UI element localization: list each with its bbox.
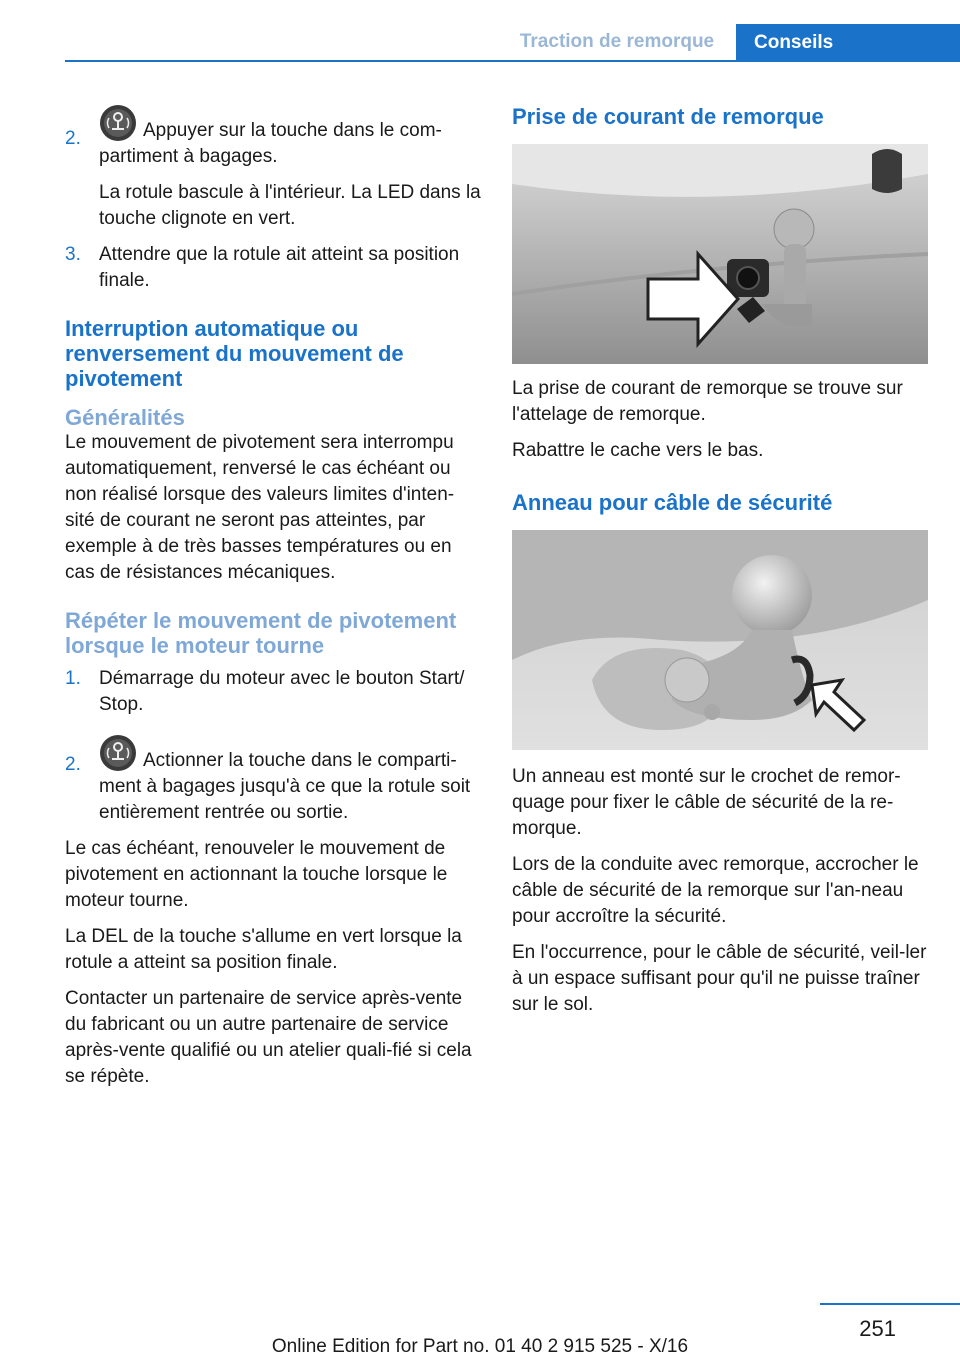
page-number: 251 bbox=[859, 1316, 896, 1341]
header-rule bbox=[65, 60, 960, 62]
tow-hitch-button-icon bbox=[99, 104, 137, 142]
step-2 bbox=[65, 104, 483, 170]
tow-hitch-button-icon bbox=[99, 734, 137, 772]
paragraph-renouveler: Le cas échéant, renouveler le mouvement de pivotement en actionnant la touche lorsque le moteur tourne. bbox=[65, 838, 448, 911]
repeat-step-2: 2. Actionner la touche dans le comparti‐ ment à bagages jusqu'à ce que la rotule soit entièrement rentrée ou sortie. bbox=[65, 734, 483, 826]
step-number: 3. bbox=[65, 244, 81, 265]
safety-ring-photo bbox=[512, 530, 928, 750]
heading-repeter: Répéter le mouvement de pivotement lorsque le moteur tourne bbox=[65, 608, 457, 658]
heading-anneau: Anneau pour câble de sécurité bbox=[512, 490, 833, 515]
paragraph-contacter: Contacter un partenaire de service après-vente du fabricant ou un autre partenaire de service après-vente qualifié ou un atelier quali‐fié si cela se répète. bbox=[65, 988, 472, 1087]
left-column bbox=[65, 100, 483, 1100]
paragraph-anneau-2: Lors de la conduite avec remorque, accrocher le câble de sécurité de la remorque sur l'an‐neau pour accroître la sécurité. bbox=[512, 854, 919, 927]
paragraph-prise-1: La prise de courant de remorque se trouve sur l'attelage de remorque. bbox=[512, 378, 903, 425]
edition-footer: Online Edition for Part no. 01 40 2 915 525 - X/16 bbox=[271, 1336, 689, 1357]
step-number: 1. bbox=[65, 668, 81, 689]
repeat-step-1: 1. Démarrage du moteur avec le bouton Start/ Stop. bbox=[65, 668, 465, 715]
paragraph-anneau-1: Un anneau est monté sur le crochet de remor‐quage pour fixer le câble de sécurité de la re‐morque. bbox=[512, 766, 901, 839]
step-number: 2. bbox=[65, 128, 81, 149]
paragraph-anneau-3: En l'occurrence, pour le câble de sécurité, veil‐ler à un espace suffisant pour qu'il ne puisse traîner sur le sol. bbox=[512, 942, 927, 1015]
socket-photo bbox=[512, 144, 928, 364]
header-section-tab: Traction de remorque bbox=[519, 31, 715, 52]
right-column bbox=[512, 104, 930, 1028]
step-text: Appuyer sur la touche dans le com‐ partiment à bagages. bbox=[99, 104, 483, 170]
step-3: 3. Attendre que la rotule ait atteint sa position finale. bbox=[65, 244, 460, 291]
heading-generalites: Généralités bbox=[65, 405, 185, 430]
paragraph-prise-2: Rabattre le cache vers le bas. bbox=[512, 440, 764, 461]
header-chapter-tab: Conseils bbox=[736, 24, 960, 62]
paragraph-generalites: Le mouvement de pivotement sera interrompu automatiquement, renversé le cas échéant ou non réalisé lorsque des valeurs limites d'inten‐sité de courant ne seront pas atteintes, par exemple à de très basses températures ou en cas de résistances mécaniques. bbox=[65, 432, 455, 583]
step-2-note: La rotule bascule à l'intérieur. La LED dans la touche clignote en vert. bbox=[99, 182, 481, 229]
heading-prise: Prise de courant de remorque bbox=[512, 104, 824, 129]
step-number: 2. bbox=[65, 754, 81, 775]
page-number-rule bbox=[820, 1303, 960, 1305]
heading-interruption: Interruption automatique ou renversement du mouvement de pivotement bbox=[65, 316, 404, 391]
paragraph-del: La DEL de la touche s'allume en vert lorsque la rotule a atteint sa position finale. bbox=[65, 926, 462, 973]
